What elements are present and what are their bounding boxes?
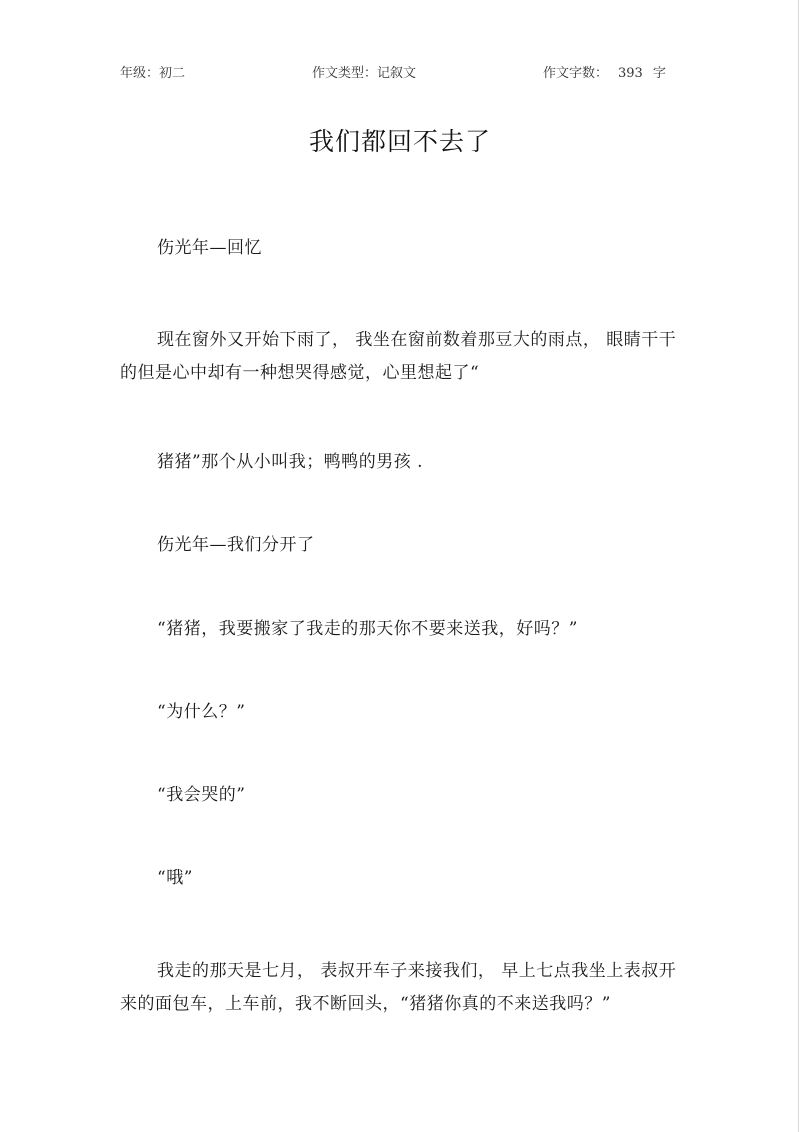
paragraph-6: “为什么？” [157, 702, 246, 722]
word-count-value: 393 [618, 66, 643, 81]
word-count-unit: 字 [652, 66, 666, 81]
word-count-prefix: 作文字数： [543, 66, 609, 81]
page-edge-line [798, 0, 799, 1132]
grade-label: 年级：初二 [120, 66, 186, 81]
paragraph-9: 我走的那天是七月， 表叔开车子来接我们， 早上七点我坐上表叔开来的面包车，上车前，我不断回头，“猪猪你真的不来送我吗？” [120, 961, 677, 1014]
word-count-label [543, 62, 666, 81]
paragraph-8: “哦” [157, 868, 193, 888]
paragraph-3: 猪猪”那个从小叫我；鸭鸭的男孩 . [157, 452, 423, 472]
essay-title: 我们都回不去了 [308, 127, 491, 156]
essay-type-label: 作文类型：记叙文 [312, 66, 417, 81]
paragraph-5: “猪猪，我要搬家了我走的那天你不要来送我，好吗？” [157, 619, 578, 639]
paragraph-4: 伤光年—我们分开了 [157, 535, 315, 555]
paragraph-7: “我会哭的” [157, 785, 246, 805]
paragraph-1: 伤光年—回忆 [157, 238, 262, 258]
paragraph-2: 现在窗外又开始下雨了， 我坐在窗前数着那豆大的雨点， 眼睛干干的但是心中却有一种想哭得感觉，心里想起了“ [120, 330, 677, 383]
